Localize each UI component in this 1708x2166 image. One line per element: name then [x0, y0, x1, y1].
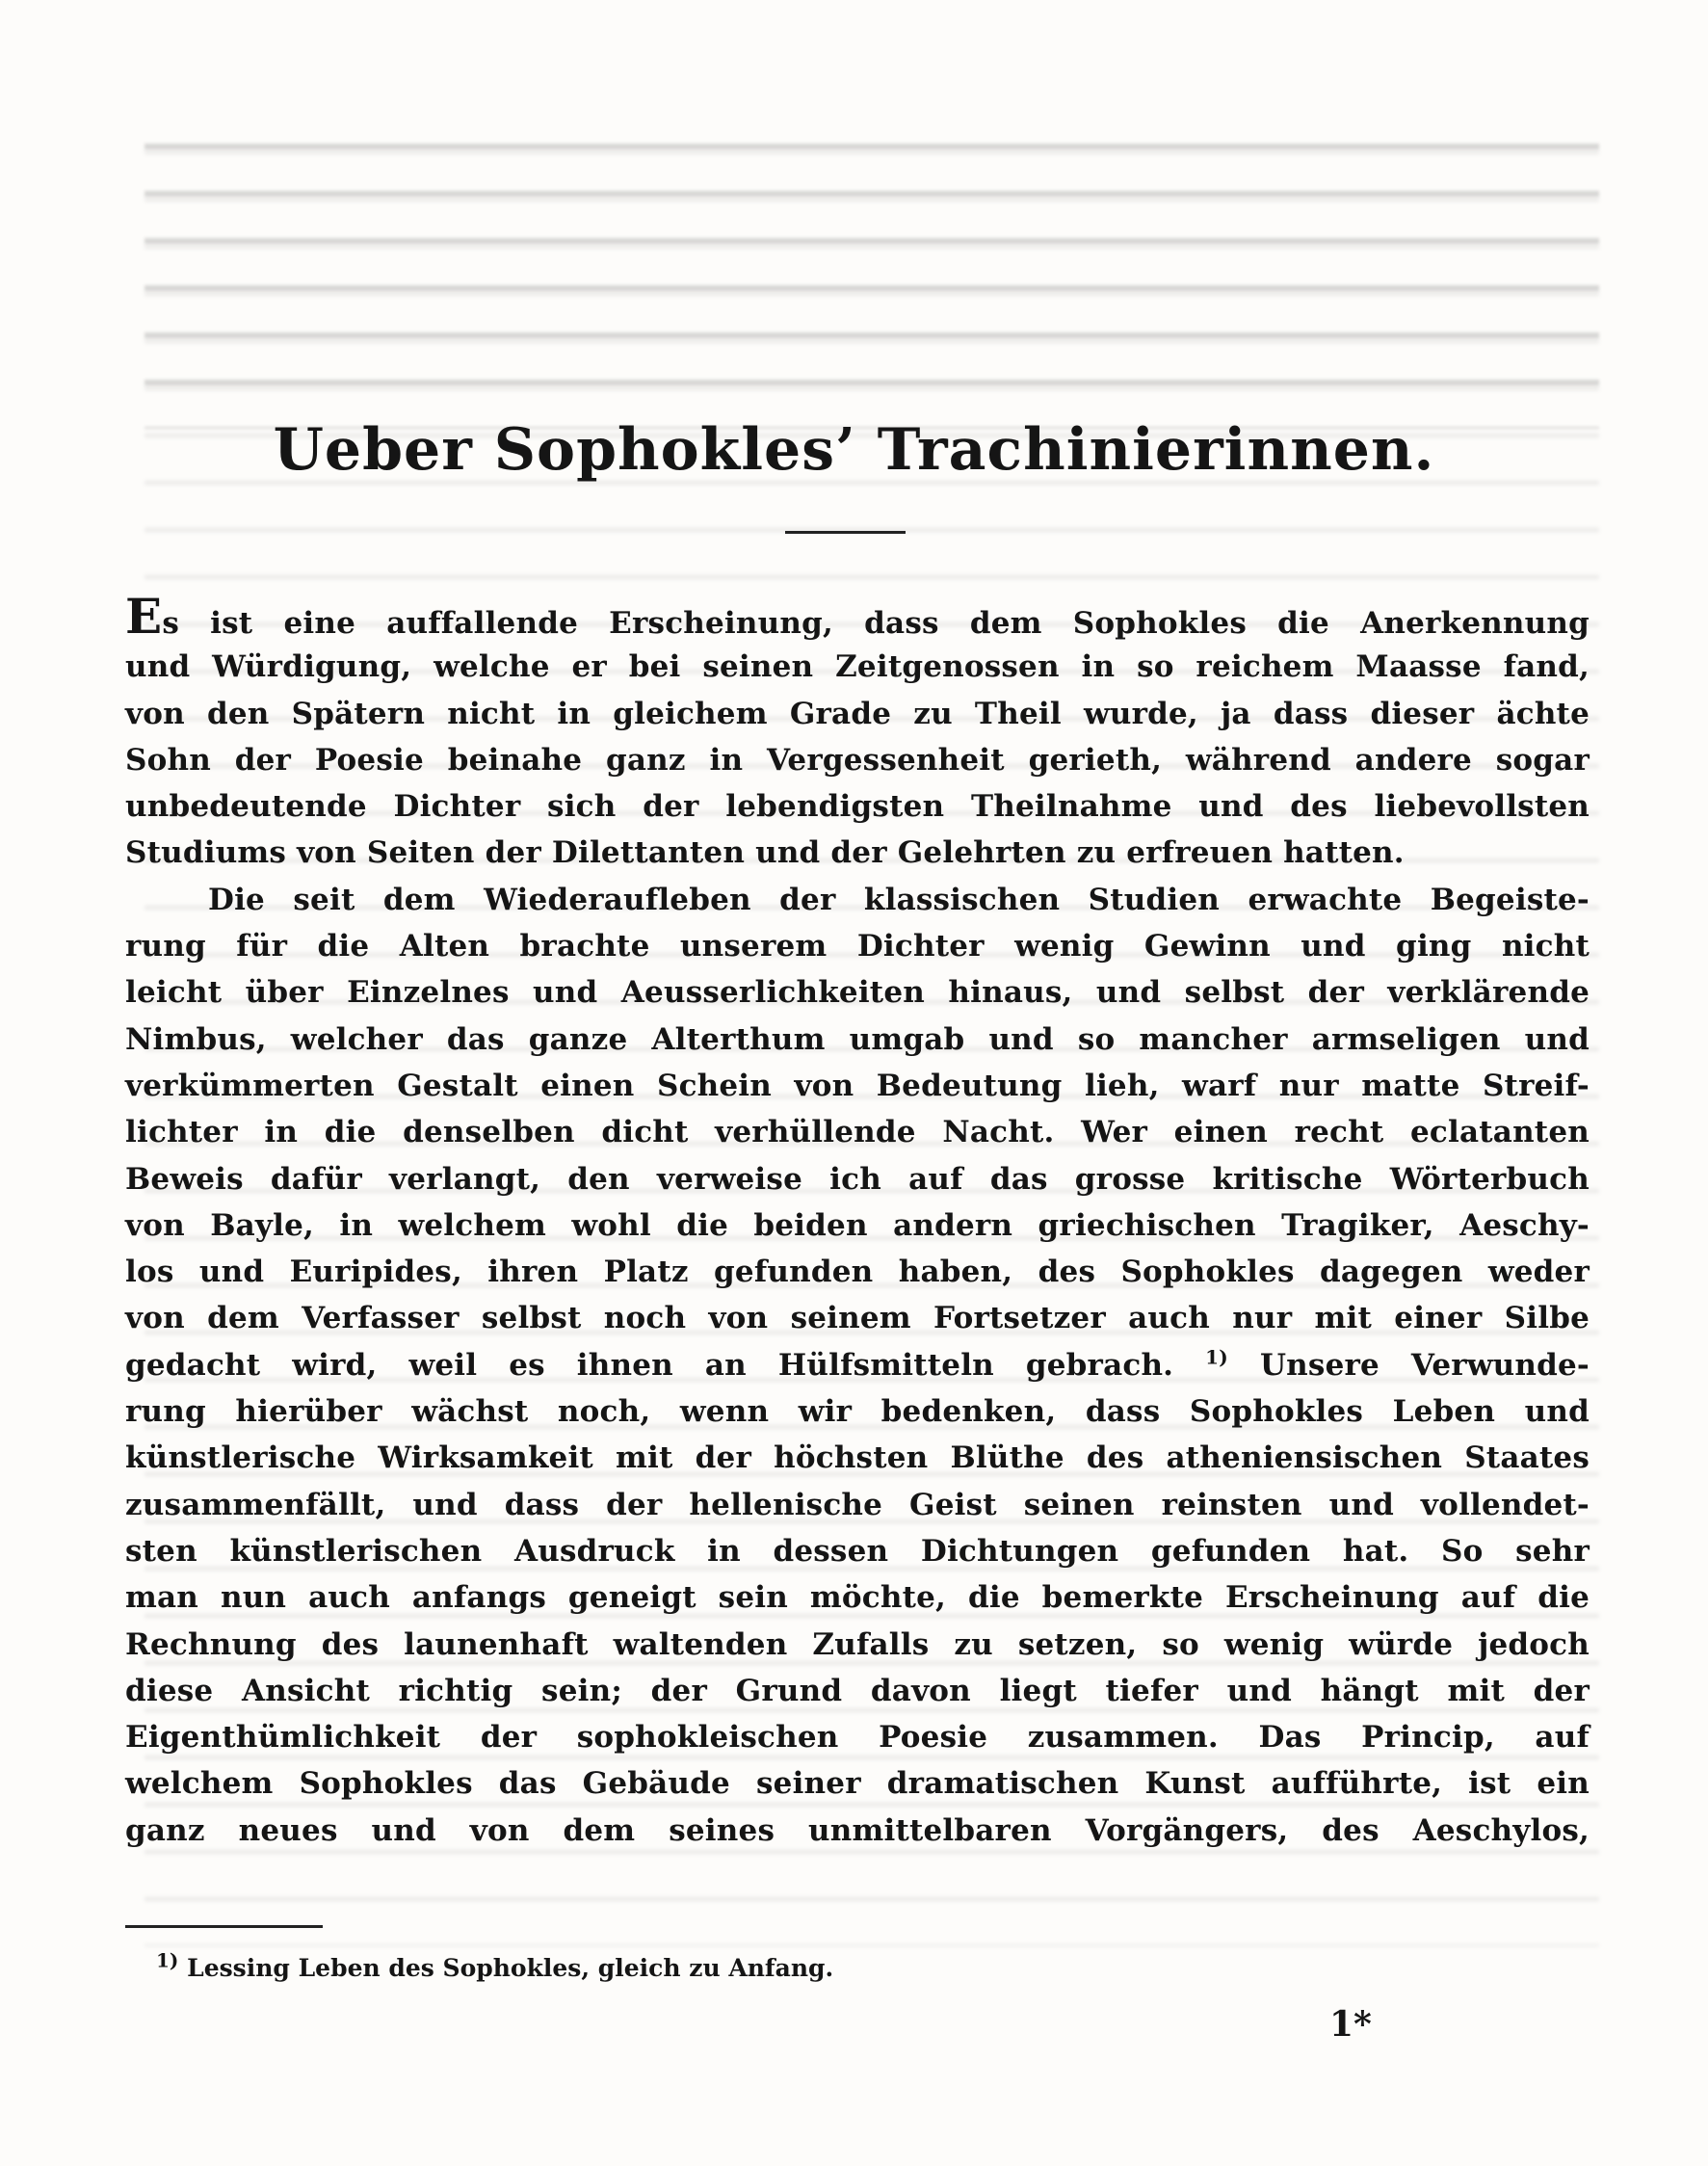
paragraph-2-line-11: gedacht wird, weil es ihnen an Hülfsmitteln gebrach. $^{1)}$ Unsere Verwunde- [125, 1345, 1590, 1383]
paragraph-2-line-4: Nimbus, welcher das ganze Alterthum umgab und so mancher armseligen und [125, 1021, 1590, 1057]
show-through-top [145, 111, 1599, 429]
paragraph-2-line-6: lichter in die denselben dicht verhüllende Nacht. Wer einen recht eclatanten [125, 1115, 1590, 1150]
paragraph-2-line-15: sten künstlerischen Ausdruck in dessen Dichtungen gefunden hat. So sehr [125, 1533, 1590, 1569]
paragraph-2-line-21: ganz neues und von dem seines unmittelbaren Vorgängers, des Aeschylos, [125, 1812, 1590, 1848]
paragraph-2-line-8: von Bayle, in welchem wohl die beiden andern griechischen Tragiker, Aeschy- [125, 1207, 1590, 1243]
footnote [156, 1948, 834, 1982]
paragraph-1-line-5: unbedeutende Dichter sich der lebendigsten Theilnahme und des liebevollsten [125, 789, 1590, 825]
paragraph-1-line-3: von den Spätern nicht in gleichem Grade zu Theil wurde, ja dass dieser ächte [125, 696, 1590, 731]
footnote-reference[interactable]: 1) [1205, 1345, 1228, 1369]
paragraph-2-line-2: rung für die Alten brachte unserem Dichter wenig Gewinn und ging nicht [125, 929, 1590, 964]
paragraph-2-line-9: los und Euripides, ihren Platz gefunden haben, des Sophokles dagegen weder [125, 1255, 1590, 1290]
body-text [125, 588, 1590, 1854]
paragraph-2-line-17: Rechnung des launenhaft waltenden Zufalls zu setzen, so wenig würde jedoch [125, 1626, 1590, 1662]
paragraph-1-line-4: Sohn der Poesie beinahe ganz in Vergessenheit gerieth, während andere sogar [125, 742, 1590, 778]
paragraph-2-line-10: von dem Verfasser selbst noch von seinem Fortsetzer auch nur mit einer Silbe [125, 1301, 1590, 1336]
paragraph-2-line-1: Die seit dem Wiederaufleben der klassischen Studien erwachte Begeiste- [208, 882, 1590, 917]
footnote-marker: 1) [156, 1948, 179, 1972]
paragraph-1-line-1: Es ist eine auffallende Erscheinung, dass dem Sophokles die Anerkennung [125, 588, 1590, 645]
paragraph-2-line-3: leicht über Einzelnes und Aeusserlichkeiten hinaus, und selbst der verklärende [125, 975, 1590, 1011]
paragraph-2-line-13: künstlerische Wirksamkeit mit der höchsten Blüthe des atheniensischen Staates [125, 1440, 1590, 1476]
paragraph-2-line-20: welchem Sophokles das Gebäude seiner dramatischen Kunst aufführte, ist ein [125, 1766, 1590, 1802]
paragraph-2-line-16: man nun auch anfangs geneigt sein möchte, die bemerkte Erscheinung auf die [125, 1580, 1590, 1616]
title-rule [785, 531, 906, 534]
paragraph-2-line-19: Eigenthümlichkeit der sophokleischen Poesie zusammen. Das Princip, auf [125, 1720, 1590, 1756]
footnote-rule [125, 1925, 323, 1928]
paragraph-1-line-6: Studiums von Seiten der Dilettanten und der Gelehrten zu erfreuen hatten. [125, 835, 1405, 871]
paragraph-2-line-12: rung hierüber wächst noch, wenn wir bedenken, dass Sophokles Leben und [125, 1394, 1590, 1430]
footnote-text: Lessing Leben des Sophokles, gleich zu Anfang. [187, 1954, 834, 1982]
drop-cap: E [125, 588, 163, 645]
paragraph-2-line-7: Beweis dafür verlangt, den verweise ich auf das grosse kritische Wörterbuch [125, 1161, 1590, 1197]
paragraph-2-line-5: verkümmerten Gestalt einen Schein von Bedeutung lieh, warf nur matte Streif- [125, 1068, 1590, 1103]
paragraph-1-line-2: und Würdigung, welche er bei seinen Zeitgenossen in so reichem Maasse fand, [125, 649, 1590, 685]
paragraph-2-line-18: diese Ansicht richtig sein; der Grund davon liegt tiefer und hängt mit der [125, 1673, 1590, 1708]
paragraph-2-line-14: zusammenfällt, und dass der hellenische Geist seinen reinsten und vollendet- [125, 1487, 1590, 1522]
signature-mark: 1* [1329, 2004, 1372, 2045]
page-title: Ueber Sophokles’ Trachinierinnen. [273, 416, 1435, 484]
